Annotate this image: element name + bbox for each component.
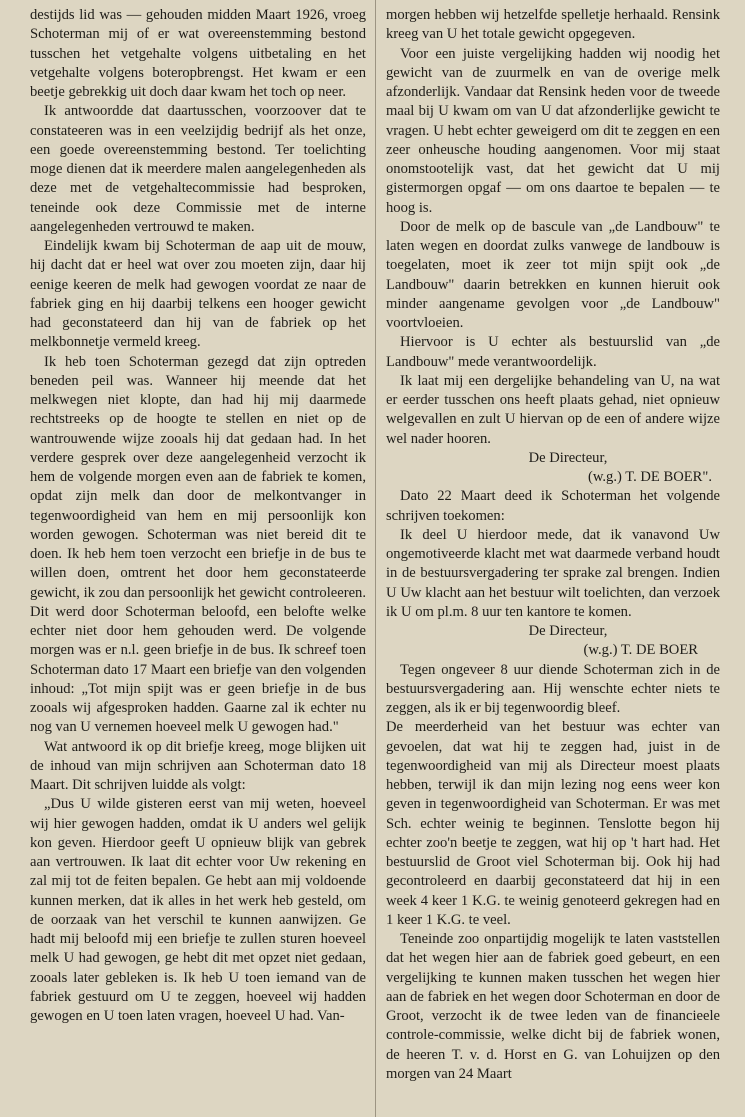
paragraph: Teneinde zoo onpartijdig mogelijk te laten vaststellen dat het wegen hier aan de fabriek goed gebeurt, en een vergelijking te kunnen maken tusschen het wegen hier aan de fabriek en het wegen door Schoterman en door de Groot, verzocht ik de twee leden van de financieele controle-commissie, welke dicht bij de fabriek wonen, de heeren T. v. d. Horst en G. van Lohuijzen op den morgen van 24 Maart [386, 931, 720, 1082]
paragraph: Voor een juiste vergelijking hadden wij noodig het gewicht van de zuurmelk en van de overige melk afzonderlijk. Vandaar dat Rensink heden voor de tweede maal bij U kwam om van U dat afzonderlijke gewicht te vragen. U hebt echter geweigerd om dit te zeggen en een zeer onheusche houding aangenomen. Voor mij staat onomstootelijk vast, dat het gewicht dat U mij gistermorgen opgaf — om ons daartoe te bepalen — te hoog is. [386, 45, 720, 216]
paragraph: Hiervoor is U echter als bestuurslid van „de Landbouw" mede verantwoordelijk. [386, 334, 720, 370]
paragraph: Ik heb toen Schoterman gezegd dat zijn optreden beneden peil was. Wanneer hij meende dat het melkwegen niet klopte, dan had hij mij daarmede rechtstreeks op de hoogte te stellen en niet op de wantrouwende wijze zooals hij dat gedaan had. In het verdere gesprek over deze aangelegenheid verzocht ik hem de volgende morgen even aan de fabriek te komen, opdat zijn melk dan door de melkontvanger in tegenwoordigheid van hem en mij persoonlijk kon worden gewogen. Schoterman was niet bereid dit te doen. Ik heb hem toen verzocht een briefje in de bus te willen doen, omtrent het door hem geconstateerde gewicht, ik zou dan persoonlijk het gewicht controleeren. Dit werd door Schoterman beloofd, een belofte welke echter niet door hem gehouden werd. De volgende morgen was er n.l. geen briefje in de bus. Ik schreef toen Schoterman dato 17 Maart een briefje van den volgenden inhoud: „Tot mijn spijt was er geen briefje in de bus zooals wij afgesproken hadden. Gaarne zal ik echter nu nog van U vernemen hoeveel melk U gewogen had." [30, 353, 366, 736]
column-divider [375, 0, 376, 1117]
quoted-letter: „Dus U wilde gisteren eerst van mij weten, hoeveel wij hier gewogen hadden, omdat ik U anders wel gelijk kon geven. Hierdoor geeft U opnieuw blijk van gebrek aan vertrouwen. Ik laat dit echter voor Uw rekening en zal mij tot de feiten bepalen. Ge hebt aan mij voldoende kunnen merken, dat ik alles in het werk heb gesteld, om de oorzaak van het verschil te kunnen aanwijzen. Ge hadt mij beloofd mij een briefje te zullen sturen hoeveel melk U had gewogen, ge hebt dit met opzet niet gedaan, zooals later gebleken is. Ik heb U toen iemand van de fabriek gestuurd om U te zeggen, hoeveel wij hadden gewogen en U toen laten vragen, hoeveel U had. Van- [30, 796, 366, 1024]
signature-title: De Directeur, [528, 623, 608, 639]
paragraph: De meerderheid van het bestuur was echter van gevoelen, dat wat hij te zeggen had, juist in de tegenwoordigheid van mij als Directeur moest plaats hebben, terwijl ik dan mijn lezing nog eens weer kon geven in tegenwoordigheid van Schoterman. Er was met Sch. echter weinig te beginnen. Tenslotte begon hij echter zoo'n beetje te zeggen, wat hij op 't hart had. Het bestuurslid de Groot viel Schoterman bij. Ook hij had gecontroleerd en daarbij geconstateerd dat hij in een week 4 keer 1 K.G. te weinig genoteerd gekregen had en 1 keer 1 K.G. te veel. [386, 719, 720, 928]
quoted-letter: Ik deel U hierdoor mede, dat ik vanavond Uw ongemotiveerde klacht met wat daarmede verband houdt in de bestuursvergadering ter sprake zal brengen. Indien U Uw klacht aan het bestuur wilt toelichten, dan verzoek ik U om pl.m. 8 uur ten kantore te komen. [386, 526, 720, 620]
left-column [30, 6, 366, 1026]
paragraph: Dato 22 Maart deed ik Schoterman het volgende schrijven toekomen: [386, 488, 720, 524]
right-column [386, 6, 720, 1084]
signature-title: De Directeur, [528, 449, 608, 466]
paragraph: Wat antwoord ik op dit briefje kreeg, moge blijken uit de inhoud van mijn schrijven aan Schoterman dato 18 Maart. Dit schrijven luidde als volgt: [30, 738, 366, 793]
paragraph: destijds lid was — gehouden midden Maart 1926, vroeg Schoterman mij of er wat overeenstemming bestond tusschen het vetgehalte volgens uitbetaling en het vetgehalte volgens boteropbrengst. Het kwam er een beetje gebrekkig uit doch daar kwam het toch op neer. [30, 7, 366, 100]
paragraph: Tegen ongeveer 8 uur diende Schoterman zich in de bestuursvergadering aan. Hij wenschte echter niets te zeggen, als ik er bij tegenwoordig bleef. [386, 661, 720, 716]
paragraph: Eindelijk kwam bij Schoterman de aap uit de mouw, hij dacht dat er heel wat over zou moeten zijn, daar hij eenige keeren de melk had gewogen voordat ze naar de fabriek ging en hij daarbij telkens een hooger gewicht had geconstateerd dan hij van de fabriek op het melkbonnetje vermeld kreeg. [30, 238, 366, 351]
paragraph: Ik laat mij een dergelijke behandeling van U, na wat er eerder tusschen ons heeft plaats gehad, niet opnieuw welgevallen en zult U hiervan op de een of andere wijze wel nader hooren. [386, 372, 720, 447]
signature-name: (w.g.) T. DE BOER". [587, 469, 712, 485]
paragraph: Door de melk op de bascule van „de Landbouw" te laten wegen en doordat zulks vanwege de landbouw is toegelaten, moet ik zeer tot mijn spijt ook „de Landbouw" daarin betrekken en kunnen hieruit ook minder aangename gevolgen voor „de Landbouw" voortvloeien. [386, 218, 720, 331]
paragraph: Ik antwoordde dat daartusschen, voorzoover dat te constateeren was in een veelzijdig bedrijf als het onze, een goede overeenstemming bestond. Ter toelichting moge dienen dat ik meerdere malen aangelegenheden als deze met de vetgehaltecommissie had besproken, teneinde ook deze Commissie met de interne aangelegenheden vertrouwd te maken. [30, 103, 366, 235]
paragraph: morgen hebben wij hetzelfde spelletje herhaald. Rensink kreeg van U het totale gewicht opgegeven. [386, 7, 720, 43]
signature-name: (w.g.) T. DE BOER [583, 642, 698, 659]
